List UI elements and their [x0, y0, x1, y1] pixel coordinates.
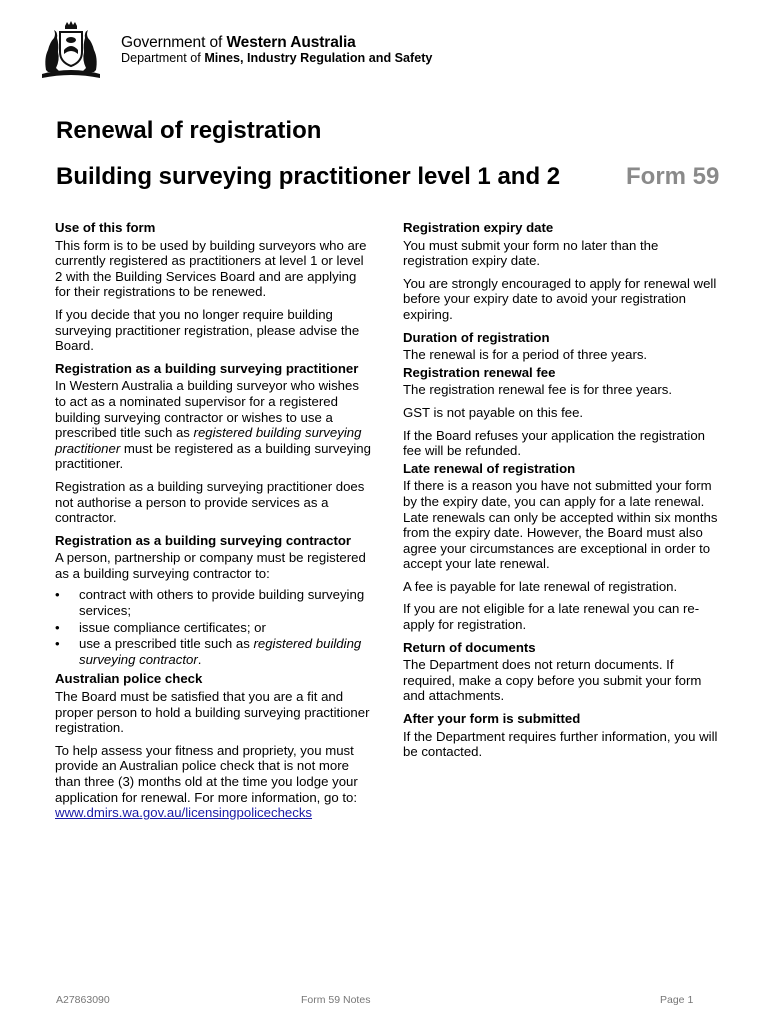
police-check-heading: Australian police check	[55, 671, 203, 687]
police-check-para-2: To help assess your fitness and propriety, you must provide an Australian police check that is not more than three (3) months old at the time you lodge your application for renewal. For more information, go to: www.dmirs.wa.gov.au/licensingpolicechecks	[55, 742, 358, 821]
expiry-para-2: You are strongly encouraged to apply for renewal well before your expiry date to avoid your registration expiring.	[403, 275, 717, 322]
use-of-form-para-2: If you decide that you no longer require building surveying practitioner registration, please advise the Board.	[55, 306, 360, 354]
department-name: Department of Mines, Industry Regulation and Safety	[121, 51, 433, 65]
practitioner-para-1: In Western Australia a building surveyor who wishes to act as a nominated supervisor for a registered building surveying contractor or wishes to use a prescribed title such as registered building surveying practitioner must be registered as a building surveying practitioner.	[55, 378, 371, 472]
late-renewal-para-3: If you are not eligible for a late renewal you can re-apply for registration.	[403, 601, 700, 633]
fee-para-1: The registration renewal fee is for three years.	[403, 382, 673, 398]
government-name: Government of Western Australia	[121, 34, 356, 51]
use-of-form-para-1: This form is to be used by building surveyors who are currently registered as practitioners at level 1 or level 2 with the Building Services Board and are applying for their registrations to be renewed.	[55, 237, 367, 300]
list-item: • contract with others to provide building surveying services;	[55, 587, 365, 619]
footer-page-number: Page 1	[660, 994, 694, 1006]
fee-para-3: If the Board refuses your application the registration fee will be refunded.	[403, 427, 706, 459]
wa-crest-logo	[38, 20, 104, 82]
return-documents-heading: Return of documents	[403, 639, 536, 655]
duration-para-1: The renewal is for a period of three years.	[403, 347, 648, 363]
left-column	[55, 220, 373, 821]
contractor-bullet-list	[55, 587, 373, 667]
return-documents-para-1: The Department does not return documents. If required, make a copy before you submit your form and attachments.	[403, 657, 702, 704]
fee-heading: Registration renewal fee	[403, 364, 556, 380]
contractor-heading: Registration as a building surveying contractor	[55, 532, 352, 548]
expiry-para-1: You must submit your form no later than the registration expiry date.	[403, 237, 659, 269]
late-renewal-heading: Late renewal of registration	[403, 460, 576, 476]
page-title: Renewal of registration	[56, 117, 322, 144]
footer-form-notes: Form 59 Notes	[301, 994, 371, 1006]
use-of-form-heading: Use of this form	[55, 220, 156, 235]
form-number: Form 59	[626, 163, 720, 190]
practitioner-para-2: Registration as a building surveying practitioner does not authorise a person to provide services as a contractor.	[55, 478, 365, 526]
police-check-para-1: The Board must be satisfied that you are a fit and proper person to hold a building surveying practitioner registration.	[55, 689, 370, 736]
page-subtitle: Building surveying practitioner level 1 and 2	[56, 163, 561, 190]
right-column	[403, 220, 721, 767]
late-renewal-para-2: A fee is payable for late renewal of registration.	[403, 578, 678, 594]
expiry-heading: Registration expiry date	[403, 220, 554, 235]
contractor-para-1: A person, partnership or company must be registered as a building surveying contractor to:	[55, 550, 366, 581]
after-submission-para-1: If the Department requires further information, you will be contacted.	[403, 728, 718, 760]
late-renewal-para-1: If there is a reason you have not submitted your form by the expiry date, you can apply for a late renewal. Late renewals can only be accepted within six months from the expiry date. However, the Board must also agree your circumstances are exceptional in order to accept your late renewal.	[403, 478, 718, 572]
duration-heading: Duration of registration	[403, 329, 550, 345]
police-check-link[interactable]: www.dmirs.wa.gov.au/licensingpolicechecks	[55, 805, 313, 821]
fee-para-2: GST is not payable on this fee.	[403, 404, 584, 420]
list-item: • use a prescribed title such as registered building surveying contractor.	[55, 636, 362, 667]
after-submission-heading: After your form is submitted	[403, 711, 581, 727]
list-item: • issue compliance certificates; or	[55, 619, 266, 635]
practitioner-heading: Registration as a building surveying practitioner	[55, 360, 359, 376]
footer-document-id: A27863090	[56, 994, 110, 1006]
